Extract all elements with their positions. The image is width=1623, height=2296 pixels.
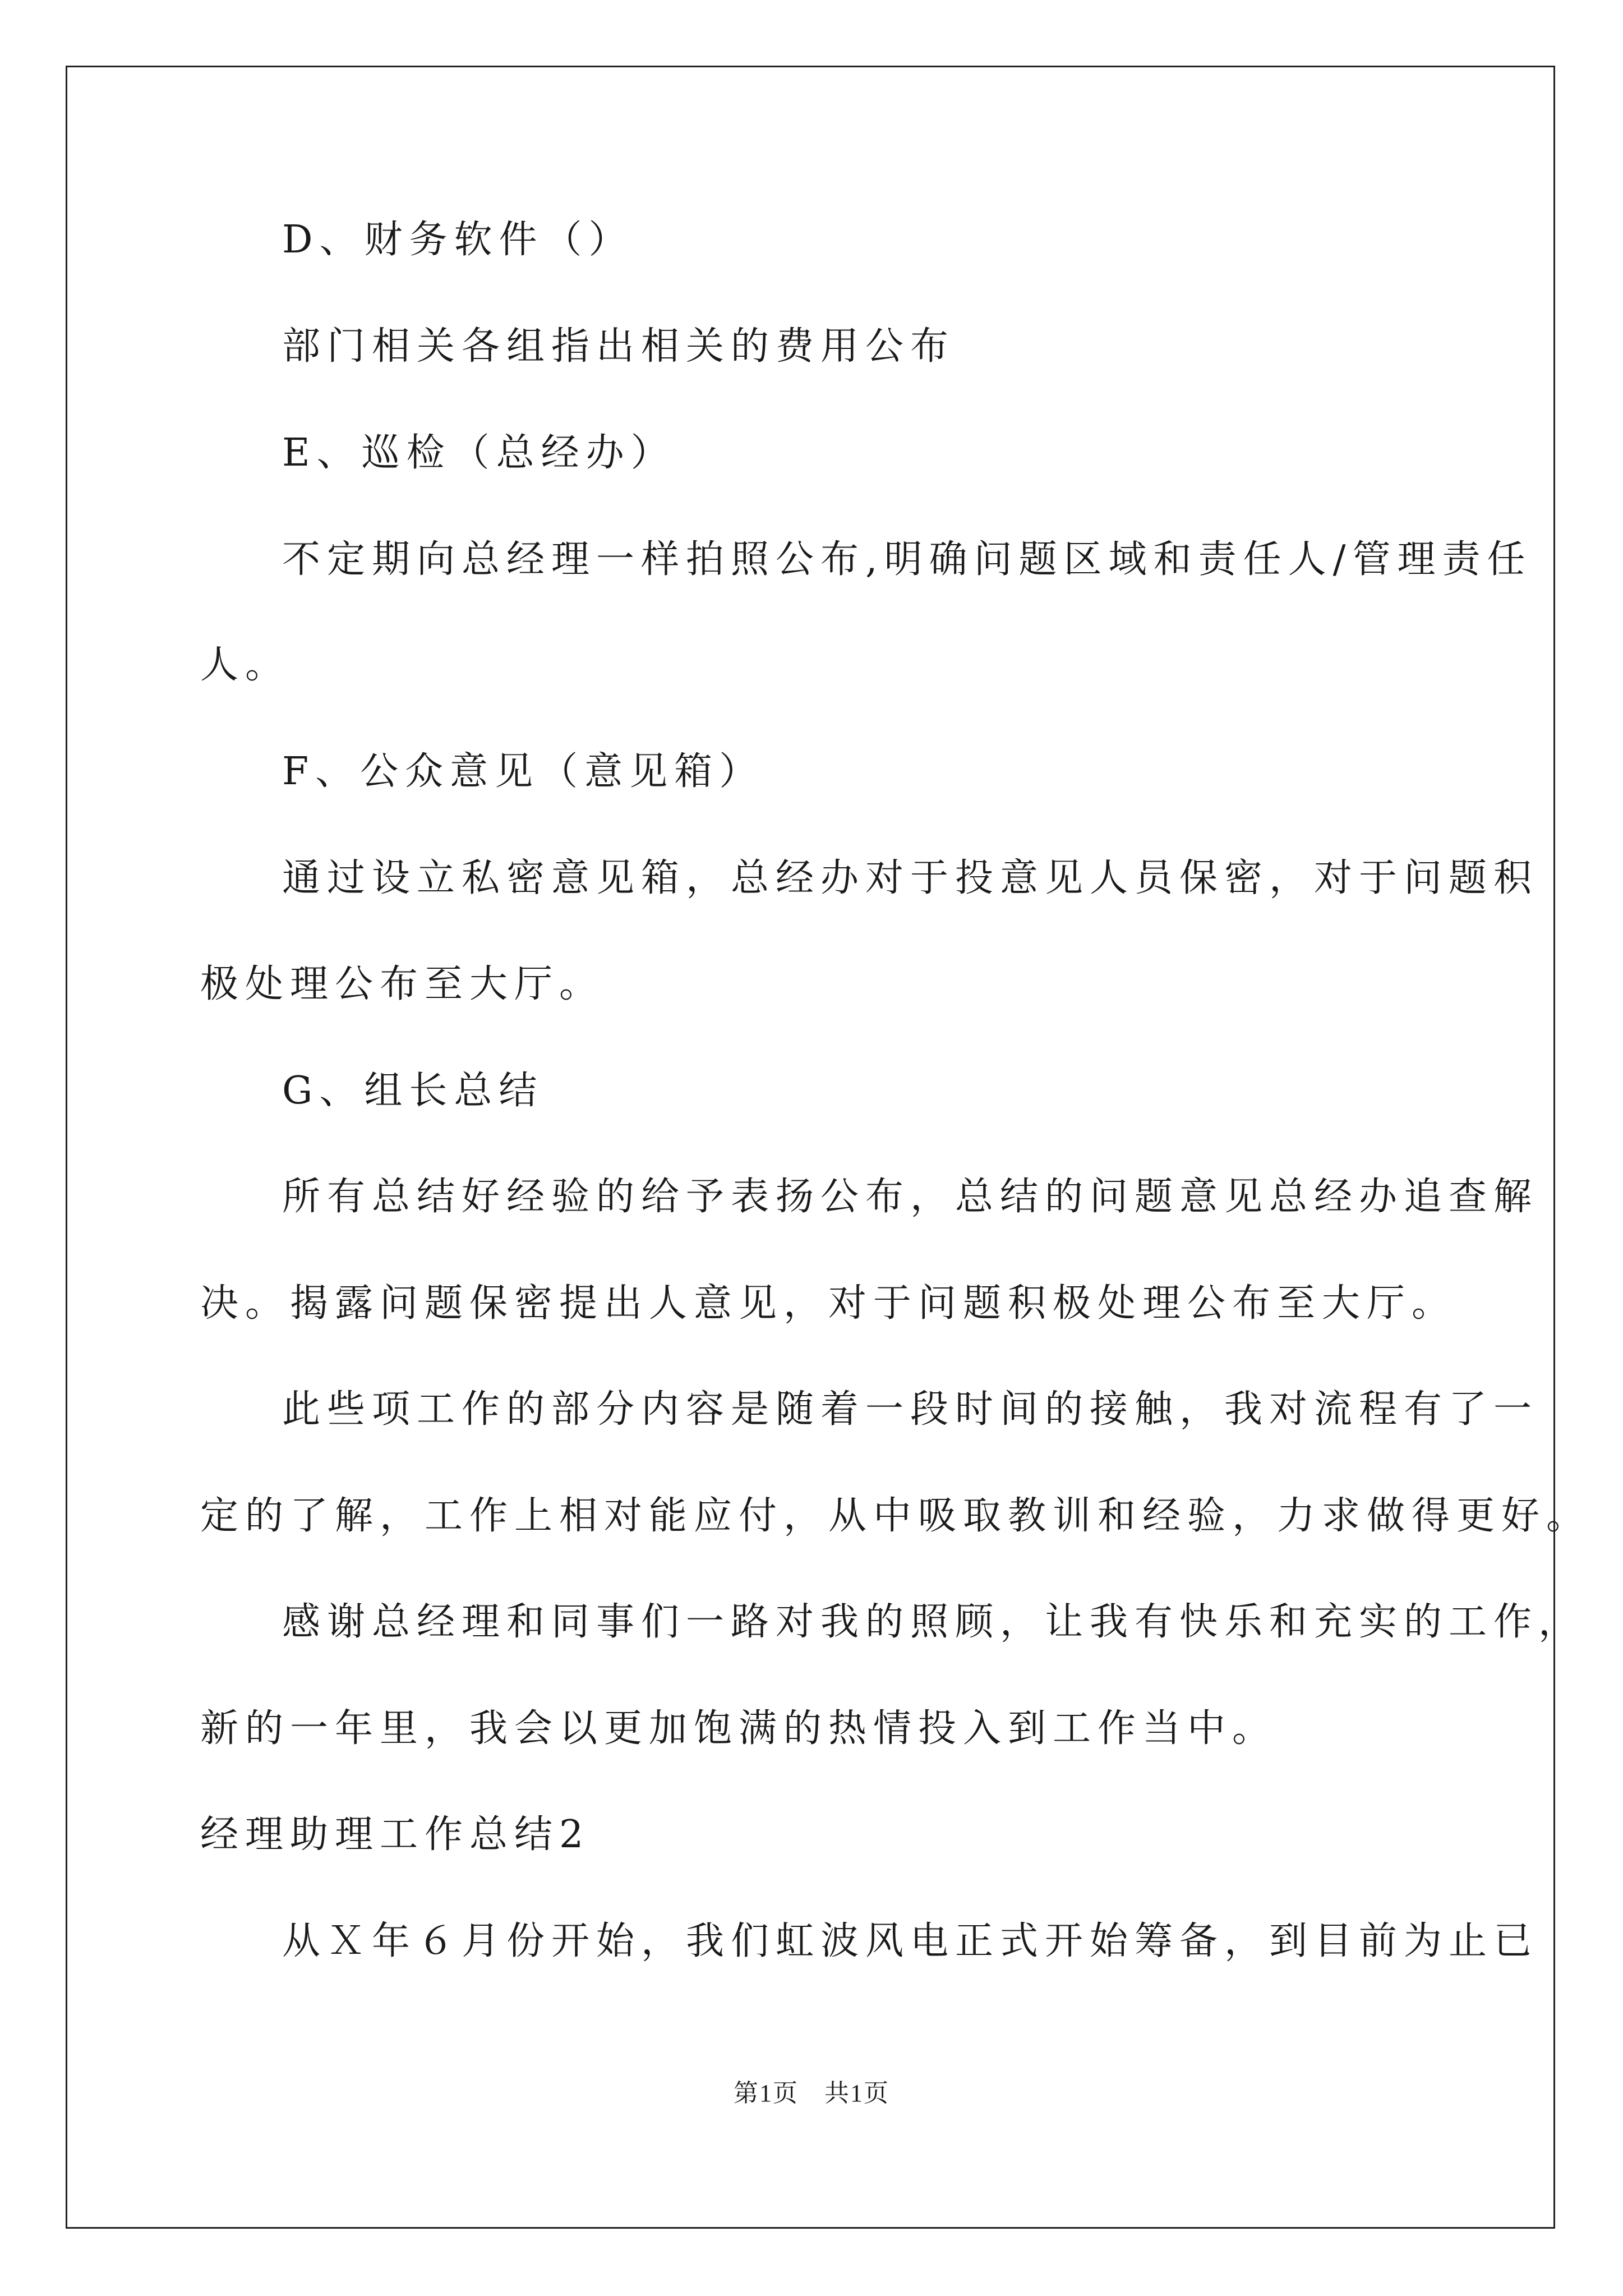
paragraph-line: 通过设立私密意见箱，总经办对于投意见人员保密，对于问题积 — [282, 856, 1539, 900]
paragraph-line: 定的了解，工作上相对能应付，从中吸取教训和经验，力求做得更好。 — [200, 1494, 1592, 1538]
paragraph-line: 感谢总经理和同事们一路对我的照顾，让我有快乐和充实的工作， — [282, 1600, 1584, 1644]
paragraph-line: 所有总结好经验的给予表扬公布，总结的问题意见总经办追查解 — [282, 1175, 1539, 1219]
section-heading: 经理助理工作总结2 — [200, 1812, 591, 1857]
paragraph-line: 极处理公布至大厅。 — [200, 962, 605, 1006]
page-border — [66, 66, 1555, 2229]
paragraph-line: F、公众意见（意见箱） — [282, 749, 764, 794]
paragraph-line: 不定期向总经理一样拍照公布,明确问题区域和责任人/管理责任 — [282, 537, 1532, 582]
paragraph-line: E、巡检（总经办） — [282, 431, 676, 475]
paragraph-line: G、组长总结 — [282, 1069, 544, 1113]
paragraph-line: 决。揭露问题保密提出人意见，对于问题积极处理公布至大厅。 — [200, 1281, 1457, 1326]
page-footer: 第1页 共1页 — [734, 2079, 889, 2107]
paragraph-line: 部门相关各组指出相关的费用公布 — [282, 324, 956, 369]
paragraph-line: D、财务软件（） — [282, 218, 634, 262]
paragraph-line: 人。 — [200, 643, 291, 687]
paragraph-line: 从Ｘ年６月份开始，我们虹波风电正式开始筹备，到目前为止已 — [282, 1919, 1539, 1963]
paragraph-line: 新的一年里，我会以更加饱满的热情投入到工作当中。 — [200, 1706, 1278, 1751]
paragraph-line: 此些项工作的部分内容是随着一段时间的接触，我对流程有了一 — [282, 1387, 1539, 1432]
